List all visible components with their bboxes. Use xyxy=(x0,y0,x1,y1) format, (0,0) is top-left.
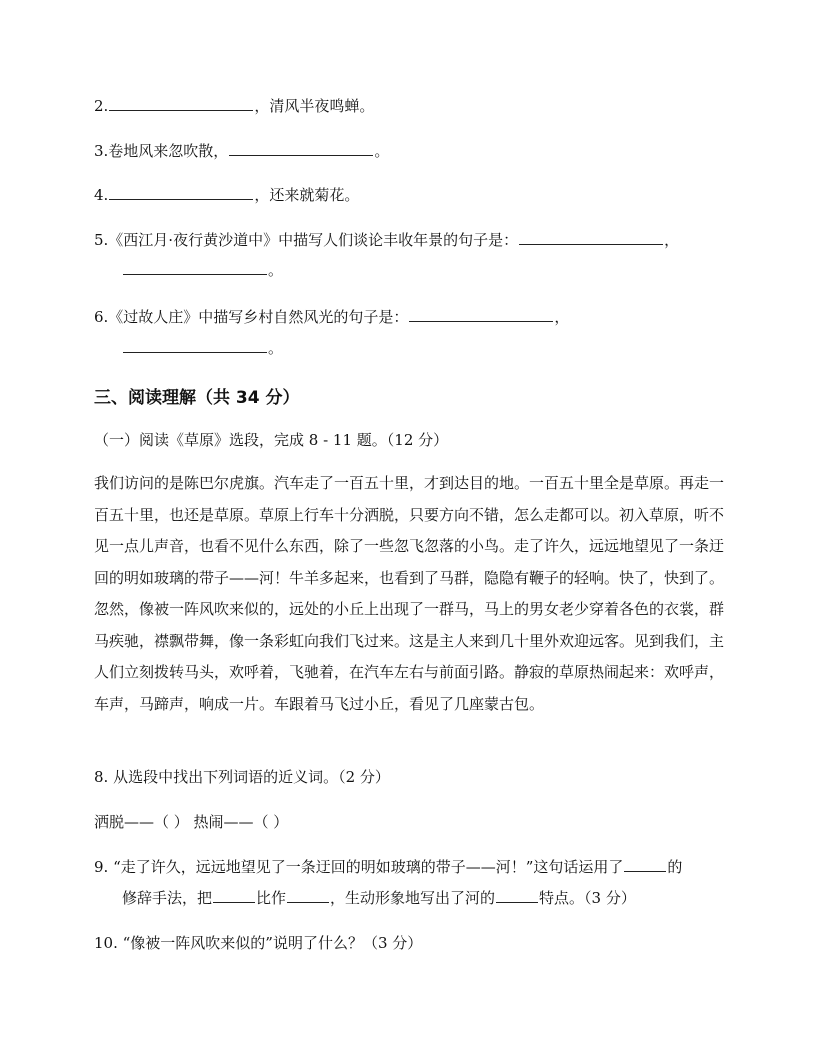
question-text: 6.《过故人庄》中描写乡村自然风光的句子是： xyxy=(94,308,409,326)
question-end: 。 xyxy=(374,142,390,160)
question-number: 2. xyxy=(94,97,109,115)
fill-question-2 xyxy=(94,96,374,116)
question-end: 。 xyxy=(268,339,284,357)
answer-blank[interactable] xyxy=(229,141,373,156)
question-text: 修辞手法，把 xyxy=(122,889,213,907)
fill-question-6-line1 xyxy=(94,307,569,327)
fill-question-5-line2 xyxy=(122,260,283,280)
question-text: 特点。（3 分） xyxy=(539,889,636,907)
section-heading: 三、阅读理解（共 34 分） xyxy=(94,388,300,408)
question-10: 10. “像被一阵风吹来似的”说明了什么？（3 分） xyxy=(94,934,423,952)
answer-blank[interactable] xyxy=(109,185,253,200)
question-comma: ， xyxy=(554,308,570,326)
answer-blank[interactable] xyxy=(624,857,666,872)
question-8-answer-line: 洒脱——（ ） 热闹——（ ） xyxy=(94,813,289,831)
answer-blank[interactable] xyxy=(287,888,329,903)
question-text: 的 xyxy=(667,858,683,876)
answer-blank[interactable] xyxy=(123,338,267,353)
question-text: 比作 xyxy=(256,889,287,907)
question-end: 。 xyxy=(268,261,284,279)
fill-question-5-line1 xyxy=(94,230,679,250)
question-8: 8. 从选段中找出下列词语的近义词。（2 分） xyxy=(94,768,390,786)
question-9-line2 xyxy=(122,888,636,908)
question-text: 3.卷地风来忽吹散， xyxy=(94,142,229,160)
answer-blank[interactable] xyxy=(123,260,267,275)
question-text: ，清风半夜鸣蝉。 xyxy=(254,97,375,115)
question-text: 9. “走了许久，远远地望见了一条迂回的明如玻璃的带子——河！”这句话运用了 xyxy=(94,858,624,876)
answer-blank[interactable] xyxy=(213,888,255,903)
answer-blank[interactable] xyxy=(496,888,538,903)
reading-passage: 我们访问的是陈巴尔虎旗。汽车走了一百五十里，才到达目的地。一百五十里全是草原。再走一百五十里，也还是草原。草原上行车十分洒脱，只要方向不错，怎么走都可以。初入草原，听不见一点儿声音，也看不见什么东西，除了一些忽飞忽落的小鸟。走了许久，远远地望见了一条迂回的明如玻璃的带子——河！牛羊多起来，也看到了马群，隐隐有鞭子的轻响。快了，快到了。忽然，像被一阵风吹来似的，远处的小丘上出现了一群马，马上的男女老少穿着各色的衣裳，群马疾驰，襟飘带舞，像一条彩虹向我们飞过来。这是主人来到几十里外欢迎远客。见到我们，主人们立刻拨转马头，欢呼着，飞驰着，在汽车左右与前面引路。静寂的草原热闹起来：欢呼声，车声，马蹄声，响成一片。车跟着马飞过小丘，看见了几座蒙古包。 xyxy=(94,474,725,713)
part-intro: （一）阅读《草原》选段，完成 8 - 11 题。（12 分） xyxy=(94,431,449,449)
fill-question-6-line2 xyxy=(122,338,283,358)
answer-blank[interactable] xyxy=(519,230,663,245)
answer-blank[interactable] xyxy=(109,96,253,111)
question-text: ，还来就菊花。 xyxy=(254,186,360,204)
fill-question-3 xyxy=(94,141,389,161)
question-text: 5.《西江月·夜行黄沙道中》中描写人们谈论丰收年景的句子是： xyxy=(94,231,519,249)
question-9-line1 xyxy=(94,857,682,877)
question-number: 4. xyxy=(94,186,109,204)
fill-question-4 xyxy=(94,185,359,205)
answer-blank[interactable] xyxy=(409,307,553,322)
question-text: ，生动形象地写出了河的 xyxy=(330,889,496,907)
question-comma: ， xyxy=(664,231,680,249)
